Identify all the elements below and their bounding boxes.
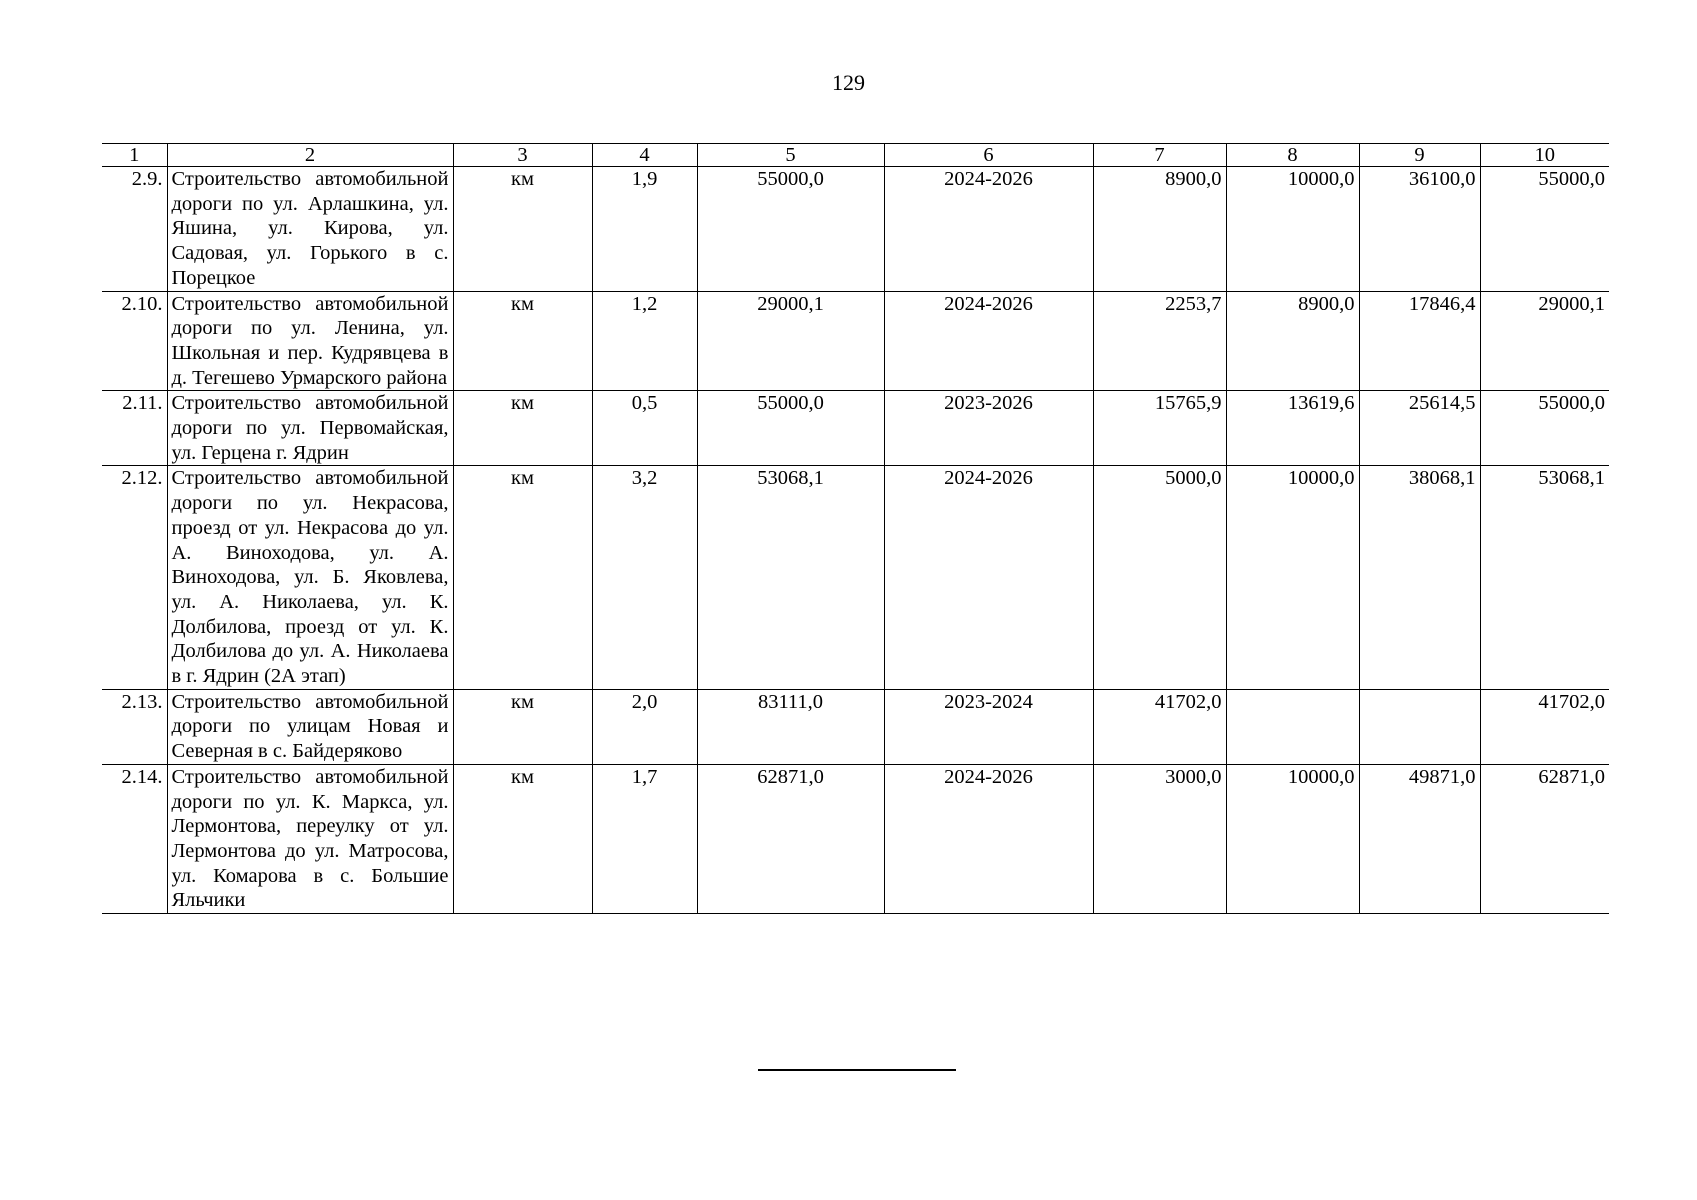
cost-cell: 55000,0 xyxy=(697,391,884,466)
project-name: Строительство автомобильной дороги по ул. К. Маркса, ул. Лермонтова, переулку от ул. Лермонтова до ул. Матросова, ул. Комарова в с. Большие Яльчики xyxy=(167,764,453,913)
unit-cell: км xyxy=(453,391,592,466)
column-header: 8 xyxy=(1226,144,1359,167)
cost-cell: 62871,0 xyxy=(697,764,884,913)
year1-cell: 15765,9 xyxy=(1093,391,1226,466)
year2-cell: 10000,0 xyxy=(1226,466,1359,689)
column-header: 7 xyxy=(1093,144,1226,167)
period-cell: 2024-2026 xyxy=(884,466,1093,689)
unit-cell: км xyxy=(453,466,592,689)
road-construction-table xyxy=(102,143,1609,914)
year2-cell: 10000,0 xyxy=(1226,167,1359,292)
table-row xyxy=(102,764,1609,913)
year3-cell: 17846,4 xyxy=(1359,291,1480,391)
unit-cell: км xyxy=(453,689,592,764)
year2-cell: 8900,0 xyxy=(1226,291,1359,391)
cost-cell: 29000,1 xyxy=(697,291,884,391)
period-cell: 2024-2026 xyxy=(884,167,1093,292)
year1-cell: 3000,0 xyxy=(1093,764,1226,913)
period-cell: 2024-2026 xyxy=(884,291,1093,391)
unit-cell: км xyxy=(453,167,592,292)
year2-cell: 13619,6 xyxy=(1226,391,1359,466)
year3-cell: 49871,0 xyxy=(1359,764,1480,913)
project-name: Строительство автомобильной дороги по ул. Некрасова, проезд от ул. Некрасова до ул. А. Виноходова, ул. А. Виноходова, ул. Б. Яковлева, ул. А. Николаева, ул. К. Долбилова, проезд от ул. К. Долбилова до ул. А. Николаева в г. Ядрин (2А этап) xyxy=(167,466,453,689)
row-number: 2.11. xyxy=(102,391,167,466)
column-header: 3 xyxy=(453,144,592,167)
table-row xyxy=(102,391,1609,466)
year1-cell: 41702,0 xyxy=(1093,689,1226,764)
length-cell: 1,2 xyxy=(592,291,697,391)
row-number: 2.13. xyxy=(102,689,167,764)
cost-cell: 53068,1 xyxy=(697,466,884,689)
table-row xyxy=(102,291,1609,391)
length-cell: 2,0 xyxy=(592,689,697,764)
year3-cell xyxy=(1359,689,1480,764)
length-cell: 1,9 xyxy=(592,167,697,292)
unit-cell: км xyxy=(453,764,592,913)
column-number-row xyxy=(102,144,1609,167)
cost-cell: 83111,0 xyxy=(697,689,884,764)
column-header: 6 xyxy=(884,144,1093,167)
total-cell: 55000,0 xyxy=(1480,391,1609,466)
year2-cell: 10000,0 xyxy=(1226,764,1359,913)
row-number: 2.10. xyxy=(102,291,167,391)
total-cell: 53068,1 xyxy=(1480,466,1609,689)
project-name: Строительство автомобильной дороги по ул. Арлашкина, ул. Яшина, ул. Кирова, ул. Садовая, ул. Горького в с. Порецкое xyxy=(167,167,453,292)
column-header: 1 xyxy=(102,144,167,167)
cost-cell: 55000,0 xyxy=(697,167,884,292)
period-cell: 2023-2024 xyxy=(884,689,1093,764)
year3-cell: 38068,1 xyxy=(1359,466,1480,689)
total-cell: 55000,0 xyxy=(1480,167,1609,292)
year1-cell: 2253,7 xyxy=(1093,291,1226,391)
row-number: 2.9. xyxy=(102,167,167,292)
year2-cell xyxy=(1226,689,1359,764)
table-row xyxy=(102,167,1609,292)
length-cell: 3,2 xyxy=(592,466,697,689)
table-row xyxy=(102,466,1609,689)
period-cell: 2023-2026 xyxy=(884,391,1093,466)
year1-cell: 8900,0 xyxy=(1093,167,1226,292)
year3-cell: 25614,5 xyxy=(1359,391,1480,466)
length-cell: 0,5 xyxy=(592,391,697,466)
year1-cell: 5000,0 xyxy=(1093,466,1226,689)
column-header: 9 xyxy=(1359,144,1480,167)
end-of-table-rule xyxy=(758,1069,956,1071)
total-cell: 29000,1 xyxy=(1480,291,1609,391)
total-cell: 62871,0 xyxy=(1480,764,1609,913)
project-name: Строительство автомобильной дороги по ул. Ленина, ул. Школьная и пер. Кудрявцева в д. Тегешево Урмарского района xyxy=(167,291,453,391)
page-number: 129 xyxy=(832,70,865,95)
project-name: Строительство автомобильной дороги по улицам Новая и Северная в с. Байдеряково xyxy=(167,689,453,764)
year3-cell: 36100,0 xyxy=(1359,167,1480,292)
unit-cell: км xyxy=(453,291,592,391)
length-cell: 1,7 xyxy=(592,764,697,913)
project-name: Строительство автомобильной дороги по ул. Первомайская, ул. Герцена г. Ядрин xyxy=(167,391,453,466)
column-header: 4 xyxy=(592,144,697,167)
column-header: 10 xyxy=(1480,144,1609,167)
row-number: 2.12. xyxy=(102,466,167,689)
total-cell: 41702,0 xyxy=(1480,689,1609,764)
table-row xyxy=(102,689,1609,764)
row-number: 2.14. xyxy=(102,764,167,913)
period-cell: 2024-2026 xyxy=(884,764,1093,913)
column-header: 2 xyxy=(167,144,453,167)
column-header: 5 xyxy=(697,144,884,167)
